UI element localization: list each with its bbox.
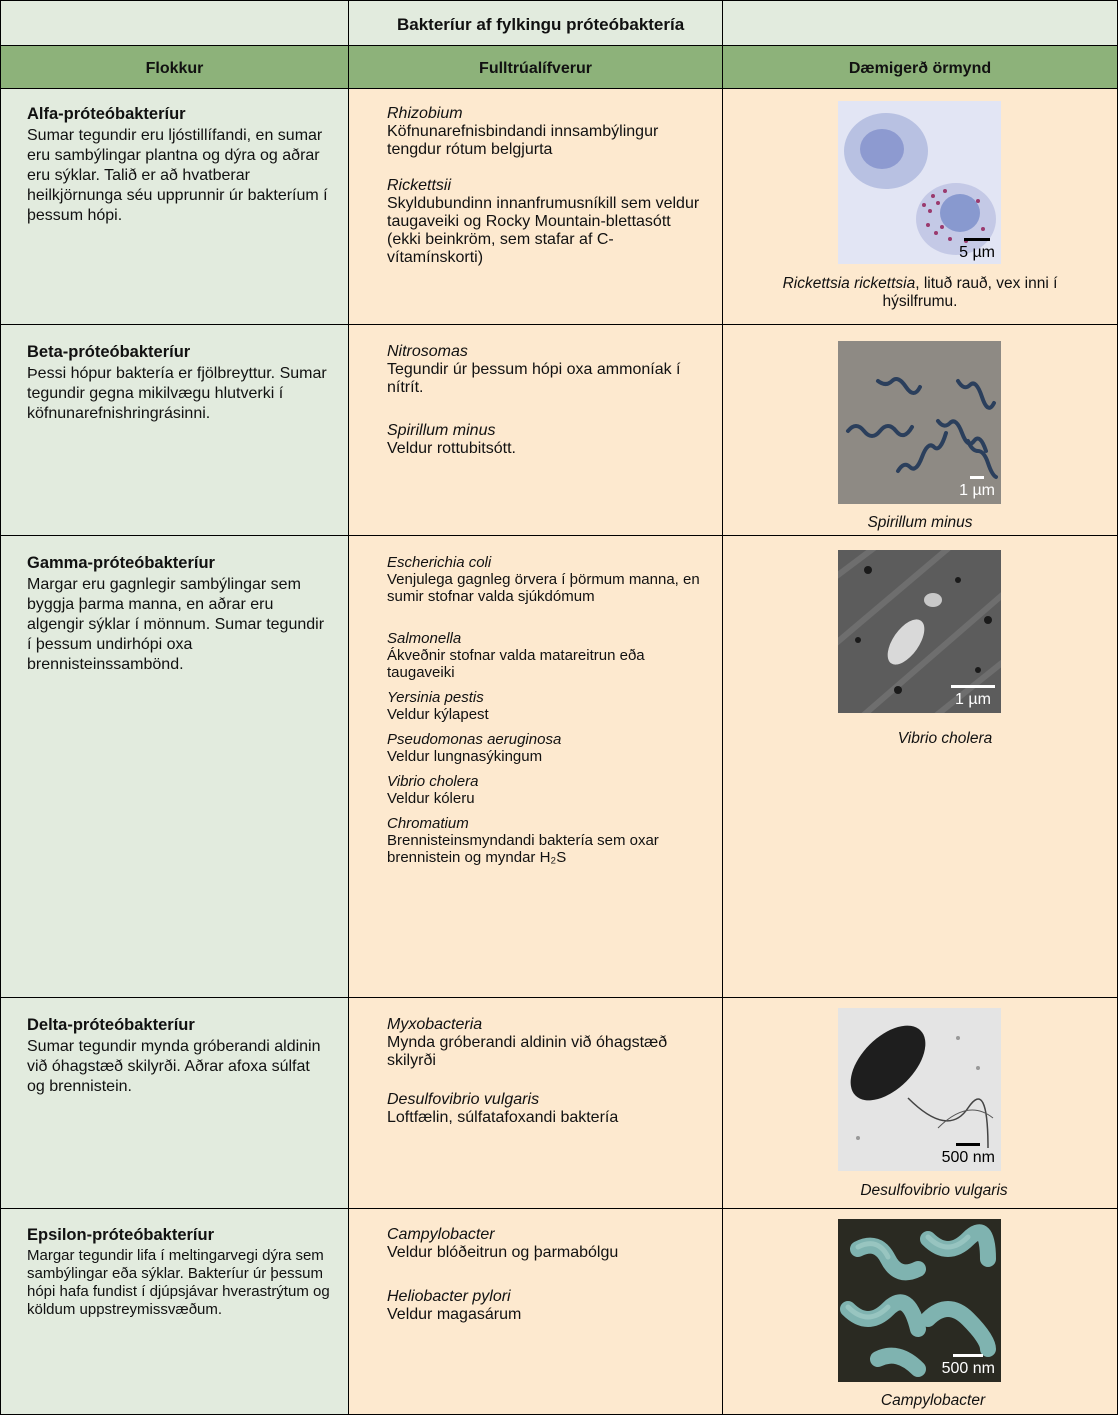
row-delta-class [0,997,349,1209]
header-class-label: Flokkur [145,60,204,77]
scale-bar [942,1354,995,1378]
row-delta-micrograph [722,997,1118,1209]
organism-name: Myxobacteria [387,1016,483,1033]
row-epsilon-micrograph [722,1208,1118,1415]
organism-item [387,1016,708,1070]
row-epsilon-organisms [348,1208,723,1415]
organism-name: Campylobacter [387,1226,495,1243]
micrograph-caption [723,514,1117,532]
scale-bar [959,476,995,500]
row-gamma-class [0,535,349,998]
micrograph-image [838,1219,1001,1382]
caption-species: Desulfovibrio vulgaris [860,1182,1008,1199]
class-description: Margar tegundir lifa í meltingarvegi dýra sem sambýlingar eða sýklar. Bakteríur úr þessum hópi hafa fundist í djúpsjávar hverastrýtum og köldum uppstreymissvæðum. [27,1247,330,1318]
organism-description: Veldur blóðeitrun og þarmabólgu [387,1244,619,1261]
caption-species: Spirillum minus [867,514,973,531]
organism-description: Brennisteinsmyndandi baktería sem oxar brennistein og myndar H₂S [387,832,659,866]
micrograph-image [838,550,1001,713]
caption-species: Campylobacter [880,1392,986,1409]
title-cell-left [0,0,349,46]
organism-name: Yersinia pestis [387,689,484,706]
scale-label: 1 µm [955,691,991,708]
organism-item [387,343,708,397]
row-beta-micrograph [722,324,1118,536]
organism-description: Ákveðnir stofnar valda matareitrun eða taugaveiki [387,647,645,681]
organism-description: Veldur rottubitsótt. [387,440,516,457]
organism-description: Tegundir úr þessum hópi oxa ammoníak í nítrít. [387,361,681,396]
organism-name: Rickettsii [387,177,452,194]
organism-description: Skyldubundinn innanfrumusníkill sem veldur taugaveiki og Rocky Mountain-blettasótt (ekki beinkröm, sem stafar af C-vítamínskorti) [387,195,700,266]
organism-item [387,554,708,605]
scale-bar [942,1143,995,1167]
row-gamma-organisms [348,535,723,998]
row-alpha-organisms [348,88,723,325]
organism-name: Escherichia coli [387,554,492,571]
header-class [0,45,349,89]
organism-description: Veldur magasárum [387,1306,522,1323]
class-description: Sumar tegundir mynda gróberandi aldinin við óhagstæð skilyrði. Aðrar afoxa súlfat og brennistein. [27,1038,321,1095]
micrograph-image [838,1008,1001,1171]
organism-name: Chromatium [387,815,469,832]
organism-description: Veldur kýlapest [387,706,489,723]
scale-label: 1 µm [959,482,995,499]
micrograph-caption [773,730,1117,748]
class-title: Epsilon-próteóbakteríur [27,1226,215,1244]
organism-description: Veldur lungnasýkingum [387,748,543,765]
organism-description: Mynda gróberandi aldinin við óhagstæð skilyrði [387,1034,668,1069]
organism-name: Heliobacter pylori [387,1288,511,1305]
organism-item [387,1091,708,1127]
row-epsilon-class [0,1208,349,1415]
organism-item [387,1226,708,1262]
class-title: Beta-próteóbakteríur [27,343,191,361]
organism-item [387,689,708,723]
organism-item [387,731,708,765]
organism-item [387,815,708,866]
organism-description: Venjulega gagnleg örvera í þörmum manna, en sumir stofnar valda sjúkdómum [387,571,700,605]
organism-name: Desulfovibrio vulgaris [387,1091,540,1108]
class-title: Gamma-próteóbakteríur [27,554,215,572]
organism-description: Köfnunarefnisbindandi innsambýlingur tengdur rótum belgjurta [387,123,659,158]
micrograph-image [838,341,1001,504]
organism-item [387,422,708,458]
class-title: Alfa-próteóbakteríur [27,105,186,123]
micrograph-caption [749,1392,1117,1410]
header-micrograph [722,45,1118,89]
header-organisms-label: Fulltrúalífverur [479,60,592,77]
organism-name: Vibrio cholera [387,773,479,790]
organism-name: Spirillum minus [387,422,496,439]
organism-description: Loftfælin, súlfatafoxandi baktería [387,1109,619,1126]
row-gamma-micrograph [722,535,1118,998]
caption-species: Vibrio cholera [897,730,993,747]
scale-label: 5 µm [959,244,995,261]
organism-name: Salmonella [387,630,462,647]
organism-item [387,630,708,681]
class-description: Margar eru gagnlegir sambýlingar sem byggja þarma manna, en aðrar eru algengir sýklar í mönnum. Sumar tegundir í þessum undirhópi oxa brennisteinssambönd. [27,576,325,673]
class-title: Delta-próteóbakteríur [27,1016,195,1034]
organism-name: Rhizobium [387,105,463,122]
scale-label: 500 nm [941,1149,995,1166]
row-beta-class [0,324,349,536]
organism-item [387,773,708,807]
organism-description: Veldur kóleru [387,790,475,807]
organism-item [387,177,708,267]
micrograph-caption [723,275,1117,311]
organism-item [387,105,708,159]
row-delta-organisms [348,997,723,1209]
caption-species: Rickettsia rickettsia [782,275,916,292]
organism-name: Pseudomonas aeruginosa [387,731,562,748]
class-description: Þessi hópur baktería er fjölbreyttur. Sumar tegundir gegna mikilvægu hlutverki í köfnunarefnishringrásinni. [27,365,327,422]
micrograph-image [838,101,1001,264]
header-organisms [348,45,723,89]
organism-name: Nitrosomas [387,343,468,360]
table-title: Bakteríur af fylkingu próteóbaktería [397,15,685,34]
title-cell [348,0,723,46]
row-alpha-micrograph [722,88,1118,325]
row-alpha-class [0,88,349,325]
title-cell-right [722,0,1118,46]
class-description: Sumar tegundir eru ljóstillífandi, en sumar eru sambýlingar plantna og dýra og aðrar eru sýklar. Talið er að hvatberar heilkjörnunga séu upprunnir úr bakteríum í þessum hópi. [27,127,328,224]
scale-label: 500 nm [941,1360,995,1377]
organism-item [387,1288,708,1324]
caption-text: , lituð rauð, vex inni í hýsilfrumu. [882,275,1058,310]
row-beta-organisms [348,324,723,536]
micrograph-caption [751,1182,1117,1200]
header-micrograph-label: Dæmigerð örmynd [848,60,992,77]
scale-bar [951,685,995,709]
scale-bar [959,238,995,262]
